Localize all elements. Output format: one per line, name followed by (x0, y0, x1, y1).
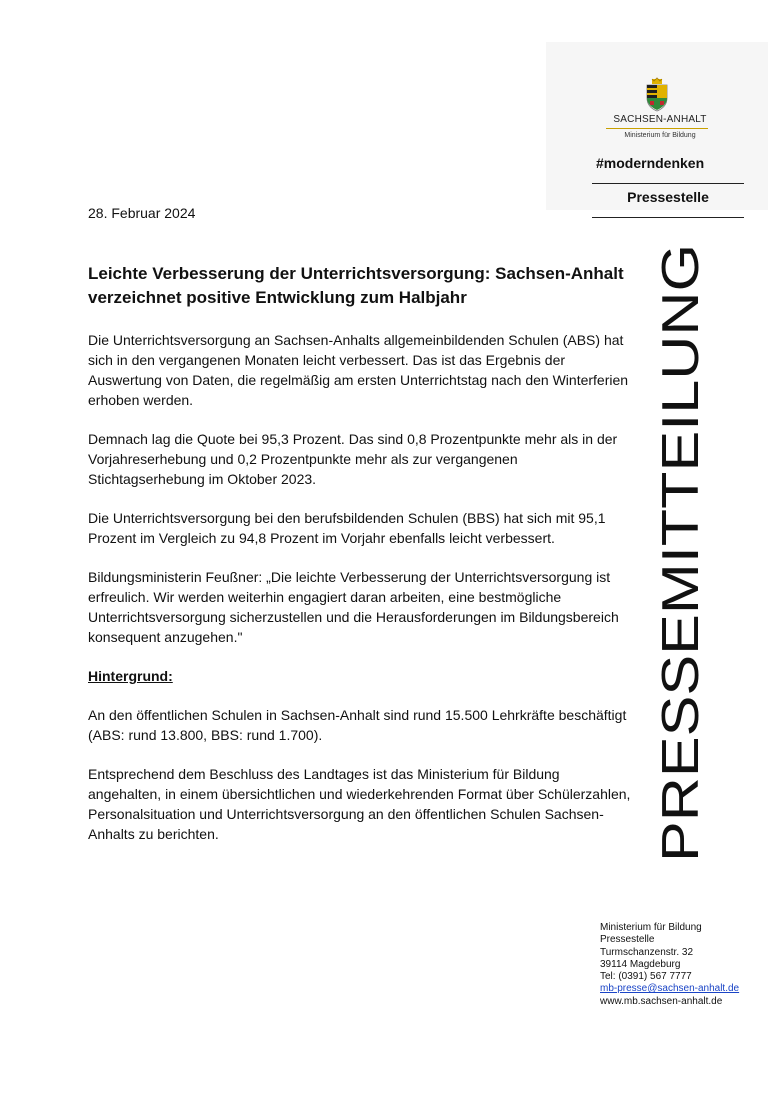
contact-website[interactable]: www.mb.sachsen-anhalt.de (600, 995, 723, 1007)
letterhead-box (546, 42, 768, 210)
press-release-body (88, 330, 633, 863)
body-paragraph: Demnach lag die Quote bei 95,3 Prozent. Das sind 0,8 Prozentpunkte mehr als in der Vorjahreserhebung und 0,2 Prozentpunkte mehr als zur vergangenen Stichtagserhebung im Oktober 2023. (88, 431, 618, 487)
campaign-hashtag: #moderndenken (596, 155, 705, 171)
state-coat-of-arms-icon (644, 78, 670, 112)
contact-ministry: Ministerium für Bildung (600, 922, 702, 933)
contact-street: Turmschanzenstr. 32 (600, 946, 694, 958)
background-paragraph: Entsprechend dem Beschluss des Landtages ist das Ministerium für Bildung angehalten, in einem übersichtlichen und wiederkehrenden Format über Schülerzahlen, Personalsituation und Unterrichtsversorgung an den öffentlichen Schulen Sachsen-Anhalts zu berichten. (88, 766, 631, 842)
release-date: 28. Februar 2024 (88, 205, 196, 221)
vertical-document-title (652, 240, 710, 865)
body-paragraph: Die Unterrichtsversorgung an Sachsen-Anhalts allgemeinbildenden Schulen (ABS) hat sich in den vergangenen Monaten leicht verbessert. Das ist das Ergebnis der Auswertung von Daten, die regelmäßig am ersten Unterrichtstag nach den Winterferien erhoben werden. (88, 332, 629, 408)
letterhead-ministry: Ministerium für Bildung (624, 132, 696, 139)
state-name: SACHSEN-ANHALT (613, 114, 707, 125)
contact-phone: Tel: (0391) 567 7777 (600, 971, 692, 983)
quote-paragraph: Bildungsministerin Feußner: „Die leichte Verbesserung der Unterrichtsversorgung ist erfreulich. Wir werden weiterhin engagiert daran arbeiten, eine bestmögliche Unterrichtsversorgung sicherzustellen und die Herausforderungen im Bildungsbereich konsequent anzugehen." (88, 569, 619, 645)
vertical-title-text: PRESSEMITTEILUNG (652, 336, 710, 862)
divider-top (592, 183, 744, 184)
contact-office: Pressestelle (600, 934, 655, 946)
contact-city: 39114 Magdeburg (600, 958, 681, 970)
press-release-headline: Leichte Verbesserung der Unterrichtsversorgung: Sachsen-Anhalt verzeichnet positive Entwicklung zum Halbjahr (88, 264, 624, 307)
body-paragraph: Die Unterrichtsversorgung bei den berufsbildenden Schulen (BBS) hat sich mit 95,1 Prozent im Vergleich zu 94,8 Prozent im Vorjahr ebenfalls leicht verbessert. (88, 510, 606, 546)
divider-bottom (592, 217, 744, 218)
background-heading: Hintergrund: (88, 668, 173, 684)
contact-email-link[interactable]: mb-presse@sachsen-anhalt.de (600, 983, 740, 995)
contact-block (600, 922, 739, 1008)
press-office-label: Pressestelle (627, 189, 709, 205)
background-paragraph: An den öffentlichen Schulen in Sachsen-Anhalt sind rund 15.500 Lehrkräfte beschäftigt (ABS: rund 13.800, BBS: rund 1.700). (88, 707, 627, 743)
state-name-underline (606, 128, 708, 129)
